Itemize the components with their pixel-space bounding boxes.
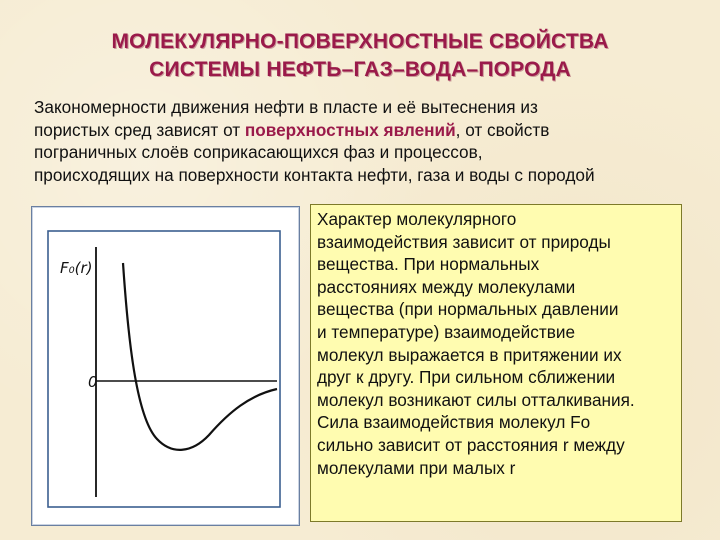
intro-line-2-start: пористых сред зависят от: [34, 119, 245, 140]
slide-title: [40, 28, 680, 84]
explanation-line: вещества. При нормальных: [317, 254, 540, 275]
y-axis-label: F₀(r): [60, 259, 93, 277]
slide-title-line-1: МОЛЕКУЛЯРНО-ПОВЕРХНОСТНЫЕ СВОЙСТВА: [111, 30, 609, 53]
intro-line-1: Закономерности движения нефти в пласте и её вытеснения из: [34, 97, 538, 117]
intro-line-2-end: , от свойств: [455, 119, 550, 140]
explanation-line: взаимодействия зависит от природы: [317, 231, 611, 252]
explanation-line: сильно зависит от расстояния r между: [317, 434, 625, 455]
explanation-line: друг к другу. При сильном сближении: [317, 367, 616, 388]
explanation-line: расстояниях между молекулами: [317, 276, 576, 297]
intro-line-4: происходящих на поверхности контакта нефти, газа и воды с породой: [34, 164, 595, 185]
intro-line-2: [34, 119, 704, 142]
explanation-line: вещества (при нормальных давлении: [317, 299, 619, 320]
slide-title-line-2: СИСТЕМЫ НЕФТЬ–ГАЗ–ВОДА–ПОРОДА: [149, 58, 571, 81]
intro-paragraph: [34, 96, 704, 186]
zero-label: 0: [88, 373, 98, 391]
explanation-line: и температуре) взаимодействие: [317, 321, 576, 342]
explanation-line: Характер молекулярного: [317, 209, 517, 229]
explanation-line: молекулами при малых r: [317, 457, 516, 478]
explanation-box: [310, 204, 682, 522]
explanation-line: молекул выражается в притяжении их: [317, 344, 622, 365]
potential-curve-svg: [32, 207, 299, 525]
explanation-line: молекул возникают силы отталкивания.: [317, 389, 635, 410]
explanation-line: Сила взаимодействия молекул Fo: [317, 412, 591, 433]
highlight-term: поверхностных явлений: [244, 119, 456, 140]
intro-line-3: пограничных слоёв соприкасающихся фаз и процессов,: [34, 142, 483, 162]
potential-curve-figure: [31, 206, 300, 526]
